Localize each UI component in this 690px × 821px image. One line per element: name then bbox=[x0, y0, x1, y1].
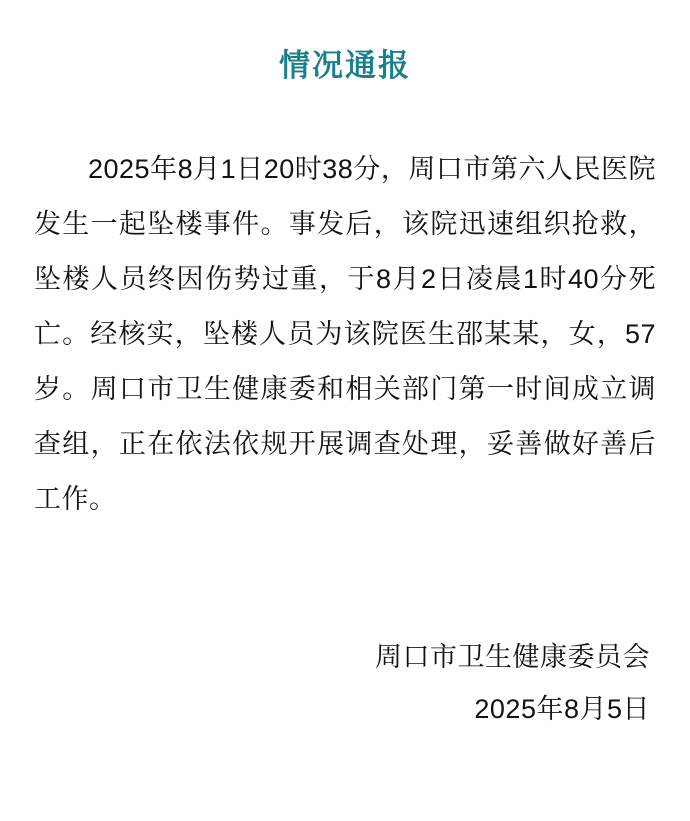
document-signature bbox=[34, 631, 656, 735]
document-body-text: 2025年8月1日20时38分，周口市第六人民医院发生一起坠楼事件。事发后，该院迅速组织抢救，坠楼人员终因伤势过重，于8月2日凌晨1时40分死亡。经核实，坠楼人员为该院医生邵某某，女，57岁。周口市卫生健康委和相关部门第一时间成立调查组，正在依法依规开展调查处理，妥善做好善后工作。 bbox=[34, 154, 656, 515]
signature-organization: 周口市卫生健康委员会 bbox=[375, 642, 650, 672]
signature-date: 2025年8月5日 bbox=[474, 694, 650, 724]
document-title: 情况通报 bbox=[279, 48, 411, 83]
